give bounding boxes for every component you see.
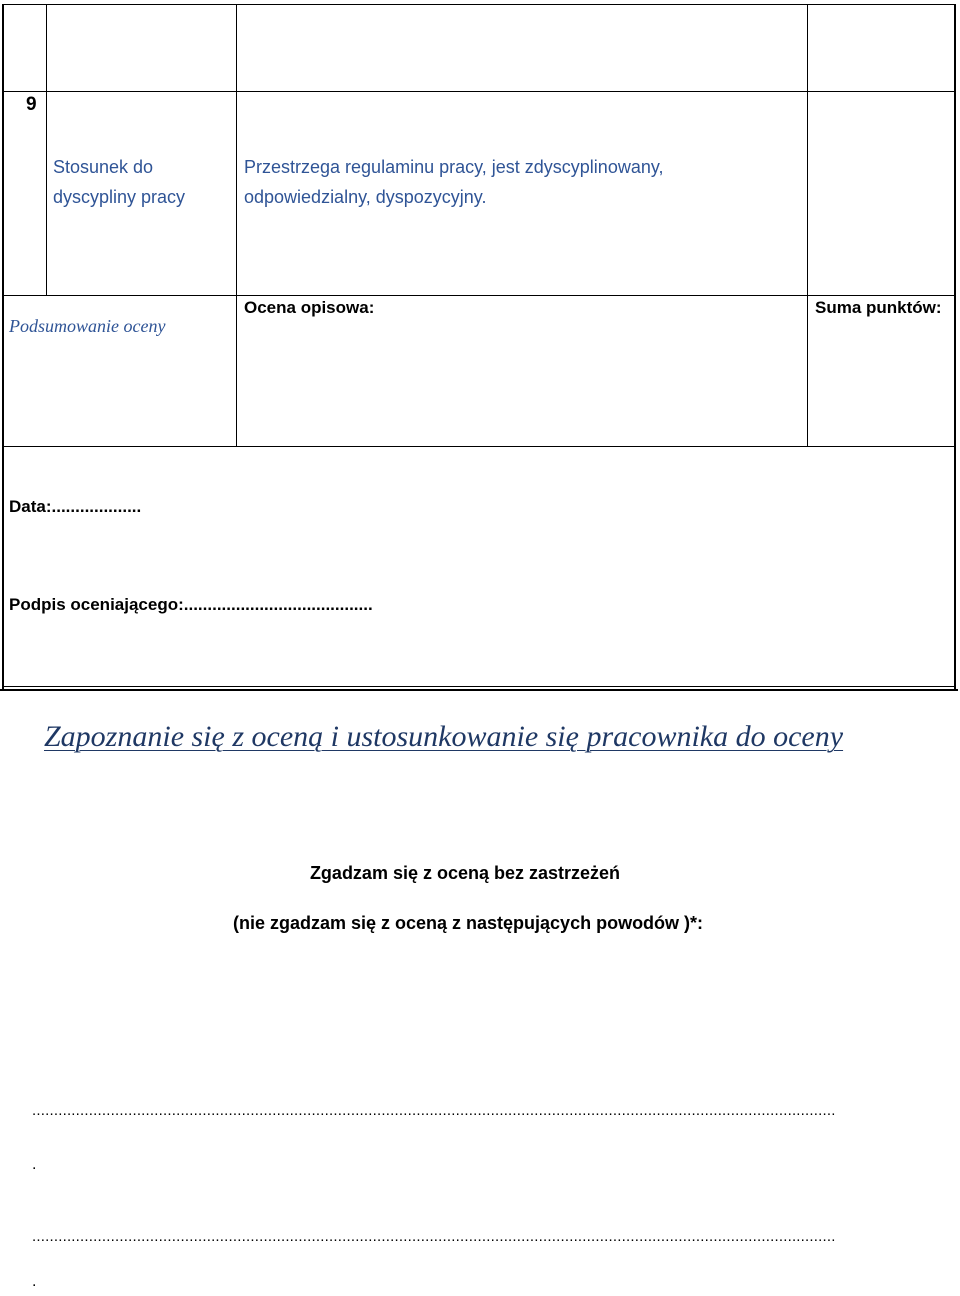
agree-statement: Zgadzam się z oceną bez zastrzeżeń xyxy=(309,863,621,883)
description-line-1: Przestrzega regulaminu pracy, jest zdyscyplinowany, xyxy=(244,157,664,177)
reason-dotted-line-2-end: . xyxy=(32,1273,37,1290)
header-row-divider xyxy=(2,91,956,92)
row9-divider xyxy=(2,295,956,296)
reason-dotted-line-1-end: . xyxy=(32,1156,37,1173)
col-divider-points xyxy=(807,4,808,446)
table-border-right xyxy=(954,4,956,690)
table-border-bottom-outer xyxy=(0,689,958,691)
row-number: 9 xyxy=(26,94,37,115)
points-sum-label: Suma punktów: xyxy=(815,298,942,317)
criterion-line-2: dyscypliny pracy xyxy=(53,187,186,207)
col-divider-criterion xyxy=(236,4,237,446)
table-border-bottom-inner xyxy=(2,686,956,687)
description-line-2: odpowiedzialny, dyspozycyjny. xyxy=(244,187,487,207)
summary-label: Podsumowanie oceny xyxy=(9,316,166,336)
reason-dotted-line-2: ........................................................................................................................................................................................ xyxy=(32,1228,836,1245)
table-border-top xyxy=(2,4,956,5)
col-divider-number xyxy=(46,4,47,295)
evaluator-signature-field: Podpis oceniającego:........................................ xyxy=(9,595,373,614)
summary-row-divider xyxy=(2,446,956,447)
reason-dotted-line-1: ........................................................................................................................................................................................ xyxy=(32,1102,836,1119)
disagree-statement: (nie zgadzam się z oceną z następujących powodów )*: xyxy=(232,913,704,933)
acknowledgement-heading: Zapoznanie się z oceną i ustosunkowanie się pracownika do oceny xyxy=(44,720,844,753)
criterion-line-1: Stosunek do xyxy=(53,157,154,177)
descriptive-evaluation-label: Ocena opisowa: xyxy=(244,298,375,317)
date-field: Data:................... xyxy=(9,497,142,516)
table-border-left xyxy=(2,4,4,690)
